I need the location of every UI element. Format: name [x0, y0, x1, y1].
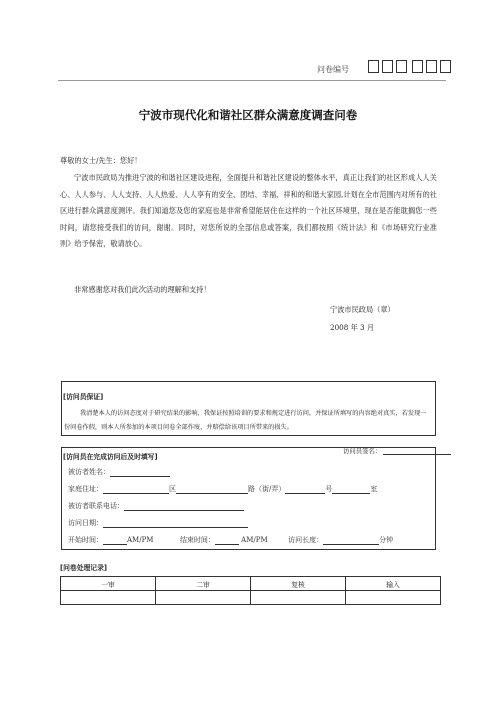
start-ampm: AM/PM	[127, 536, 154, 544]
start-time-input[interactable]	[103, 536, 127, 545]
address-label: 家庭住址：	[68, 485, 103, 493]
header-divider	[58, 80, 446, 81]
records-table	[60, 576, 441, 605]
number-label: 号	[325, 485, 333, 493]
records-col-recheck: 复核	[251, 577, 346, 591]
address-number-input[interactable]	[285, 485, 325, 494]
end-time-label: 结束时间：	[179, 536, 215, 544]
questionnaire-number-boxes[interactable]	[368, 60, 454, 73]
records-cell[interactable]	[346, 591, 441, 605]
duration-input[interactable]	[323, 536, 379, 545]
qno-digit-box[interactable]	[426, 60, 437, 73]
visit-date-input[interactable]	[103, 519, 248, 528]
address-road-input[interactable]	[176, 485, 248, 494]
guarantee-heading: [访问员保证]	[63, 393, 104, 401]
records-header-row	[61, 577, 441, 591]
qno-digit-box[interactable]	[396, 60, 407, 73]
address-room-input[interactable]	[332, 485, 370, 494]
intro-paragraph: 宁波市民政局为推进宁波的和谐社区建设进程，全面提升和谐社区建设的整体水平，真正让我们的社区形成人人关心、人人参与、人人支持、人人热爱、人人享有的安全、团结、幸福、祥和的和谐大家园,计划在全市范围内对所有的社区进行群众满意度测评。我们知道您及您的家庭也是非常希望能居住在这样的一个社区环境里，现在是否能耽搁您一些时间，请您接受我们的访问，谢谢。同时，对您所说的全部信息或答案，我们都按照《统计法》和《市场研究行业准则》给予保密，敬请放心。	[60, 173, 437, 248]
records-col-first-review: 一审	[61, 577, 156, 591]
respondent-name-label: 被访者姓名：	[68, 468, 110, 476]
district-label: 区	[169, 485, 176, 493]
qno-digit-box[interactable]	[368, 60, 379, 73]
records-heading: [问卷处理记录]	[60, 564, 107, 572]
signature-org: 宁波市民政局（章）	[330, 305, 395, 314]
time-row	[68, 535, 393, 545]
visit-date-label: 访问日期：	[68, 519, 103, 527]
phone-label: 被访者联系电话：	[68, 502, 124, 510]
records-col-second-review: 二审	[156, 577, 251, 591]
road-label: 路（街/弄）	[248, 485, 286, 493]
phone-row	[68, 501, 244, 511]
respondent-name-input[interactable]	[110, 468, 170, 477]
guarantee-text: 我清楚本人的访问态度对于研究结果的影响，我保证按照培训的要求和规定进行访问，并保证所填写的内容绝对真实，若发现一份问卷作假，则本人所参加的本项目问卷全部作废，并赔偿给该项目所带来的损失。	[64, 410, 427, 431]
greeting: 尊敬的女士/先生：您好！	[60, 156, 142, 165]
room-label: 室	[370, 485, 378, 493]
address-row	[68, 484, 377, 494]
duration-unit: 分钟	[379, 536, 394, 544]
address-district-input[interactable]	[103, 485, 169, 494]
interviewer-signature-label: 访问员签名：	[343, 447, 382, 455]
questionnaire-number-label: 问卷编号	[317, 65, 349, 74]
visit-date-row	[68, 518, 248, 528]
duration-label: 访问长度：	[288, 536, 324, 544]
records-entry-row	[61, 591, 441, 605]
qno-digit-box[interactable]	[412, 60, 423, 73]
after-visit-heading: [访问员在完成访问后及时填写]	[63, 453, 158, 461]
phone-input[interactable]	[124, 502, 244, 511]
respondent-name-row	[68, 467, 170, 477]
start-time-label: 开始时间：	[68, 536, 103, 544]
records-cell[interactable]	[156, 591, 251, 605]
records-cell[interactable]	[61, 591, 156, 605]
thanks-line: 非常感谢您对我们此次活动的理解和支持！	[74, 285, 211, 294]
end-time-input[interactable]	[215, 536, 239, 545]
records-cell[interactable]	[251, 591, 346, 605]
page-title: 宁波市现代化和谐社区群众满意度调查问卷	[138, 108, 358, 122]
records-col-input: 输入	[346, 577, 441, 591]
signature-date: 2008 年 3 月	[330, 323, 375, 332]
qno-digit-box[interactable]	[440, 60, 451, 73]
qno-digit-box[interactable]	[382, 60, 393, 73]
end-ampm: AM/PM	[241, 536, 268, 544]
